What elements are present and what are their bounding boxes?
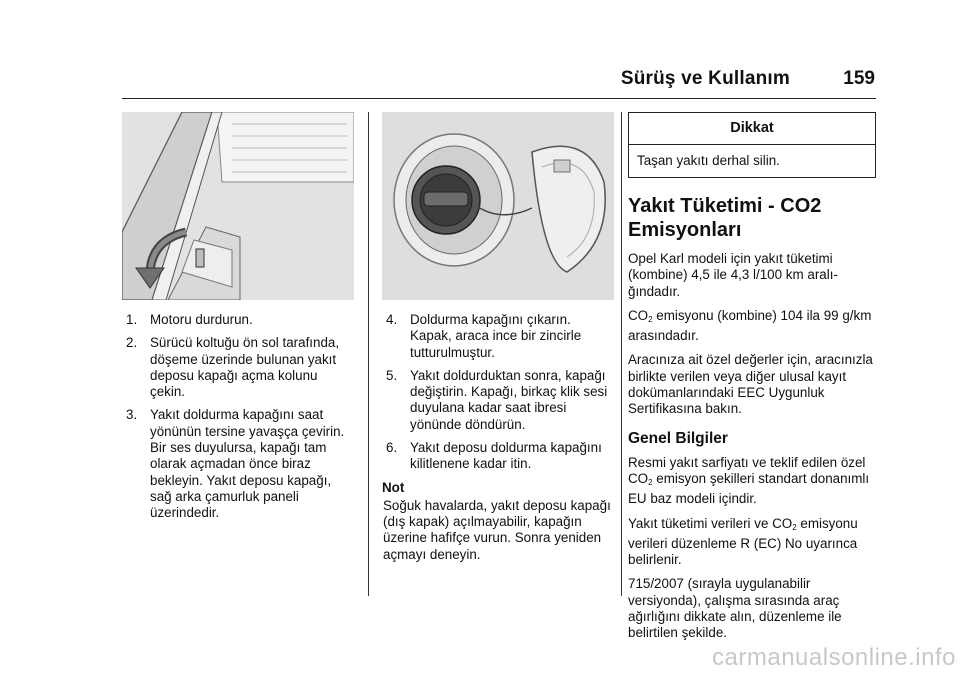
list-item	[122, 407, 354, 521]
subscript: 2	[648, 477, 653, 487]
section-title: Yakıt Tüketimi - CO2 Emisyonları	[628, 195, 822, 241]
list-item	[382, 368, 614, 433]
list-item	[122, 335, 354, 400]
text-part: emisyon şekilleri standart donanımlı EU baz modeli içindir.	[628, 470, 870, 507]
step-text: Yakıt doldurma kapağını saat yönünün tersine yavaşça çevirin. Bir ses duyulursa, kapağı tam olarak açmadan önce biraz bekleyin. Yakıt deposu kapağı, sağ arka çamurluk paneli üzerindedir.	[150, 407, 345, 521]
column-divider-2	[621, 112, 622, 596]
column-1	[122, 112, 354, 529]
paragraph-consumption: Opel Karl modeli için yakıt tüketimi (kombine) 4,5 ile 4,3 l/100 km aralı-ğındadır.	[628, 251, 838, 299]
paragraph-regulation: 715/2007 (sırayla uygulanabilir versiyonda), çalışma sırasında araç ağırlığını dikkate alın, düzenleme ile belirtilen şekilde.	[628, 576, 842, 641]
warning-box	[628, 112, 876, 178]
warning-heading: Dikkat	[629, 113, 875, 145]
step-text: Sürücü koltuğu ön sol tarafında, döşeme üzerinde bulunan yakıt deposu kapağı açma kolunu çekin.	[150, 335, 340, 400]
steps-list-1	[122, 312, 354, 522]
step-number: 1.	[126, 312, 138, 327]
step-text: Yakıt doldurduktan sonra, kapağı değiştirin. Kapağı, birkaç klik sesi duyulana kadar saat ibresi yönünde döndürün.	[410, 367, 608, 432]
fuel-door-release-illustration	[122, 112, 354, 300]
watermark: carmanualsonline.info	[712, 644, 956, 671]
fuel-cap-illustration	[382, 112, 614, 300]
co2-text: emisyonu (kombine) 104 ila 99 g/km arasındadır.	[628, 307, 872, 344]
warning-text: Taşan yakıtı derhal silin.	[637, 153, 780, 168]
note-text: Soğuk havalarda, yakıt deposu kapağı (dış kapak) açılmayabilir, kapağın üzerine hafifçe vurun. Sonra yeniden açmayı deneyin.	[383, 497, 611, 562]
text-part: Yakıt tüketimi verileri ve CO	[628, 515, 793, 531]
column-2	[382, 112, 614, 571]
steps-list-2	[382, 312, 614, 473]
list-item	[382, 312, 614, 361]
note-heading: Not	[382, 479, 405, 495]
paragraph-eec: Aracınıza ait özel değerler için, aracınızla birlikte verilen veya diğer ulusal kayıt dokümanlarındaki EEC Uygunluk Sertifikasına bakın.	[628, 352, 873, 417]
fuel-release-lever-image	[122, 112, 354, 300]
column-3	[628, 112, 878, 650]
step-number: 2.	[126, 335, 138, 351]
step-number: 5.	[386, 367, 398, 383]
fuel-filler-cap-image	[382, 112, 614, 300]
subscript: 2	[792, 522, 797, 532]
column-divider-1	[368, 112, 369, 596]
header-rule	[122, 98, 876, 99]
step-text: Doldurma kapağını çıkarın. Kapak, araca ince bir zincirle tutturulmuştur.	[410, 312, 582, 360]
paragraph-co2	[628, 308, 878, 345]
step-number: 3.	[126, 407, 138, 423]
step-text: Yakıt deposu doldurma kapağını kilitlenene kadar itin.	[410, 440, 602, 472]
step-number: 6.	[386, 440, 398, 456]
paragraph-data	[628, 516, 878, 569]
page-number: 159	[843, 68, 875, 89]
text-part: emisyonu verileri düzenleme R (EC) No uyarınca belirlenir.	[628, 515, 858, 568]
subscript: 2	[648, 314, 653, 324]
page-header	[0, 0, 960, 110]
subheading-general: Genel Bilgiler	[628, 429, 728, 447]
text-part: Resmi yakıt sarfiyatı ve teklif edilen özel CO	[628, 454, 866, 486]
paragraph-official	[628, 455, 878, 508]
list-item	[382, 440, 614, 473]
step-number: 4.	[386, 312, 398, 327]
co2-label: CO	[628, 307, 649, 323]
list-item	[122, 312, 354, 328]
page-title: Sürüş ve Kullanım	[620, 68, 790, 89]
step-text: Motoru durdurun.	[150, 312, 253, 327]
